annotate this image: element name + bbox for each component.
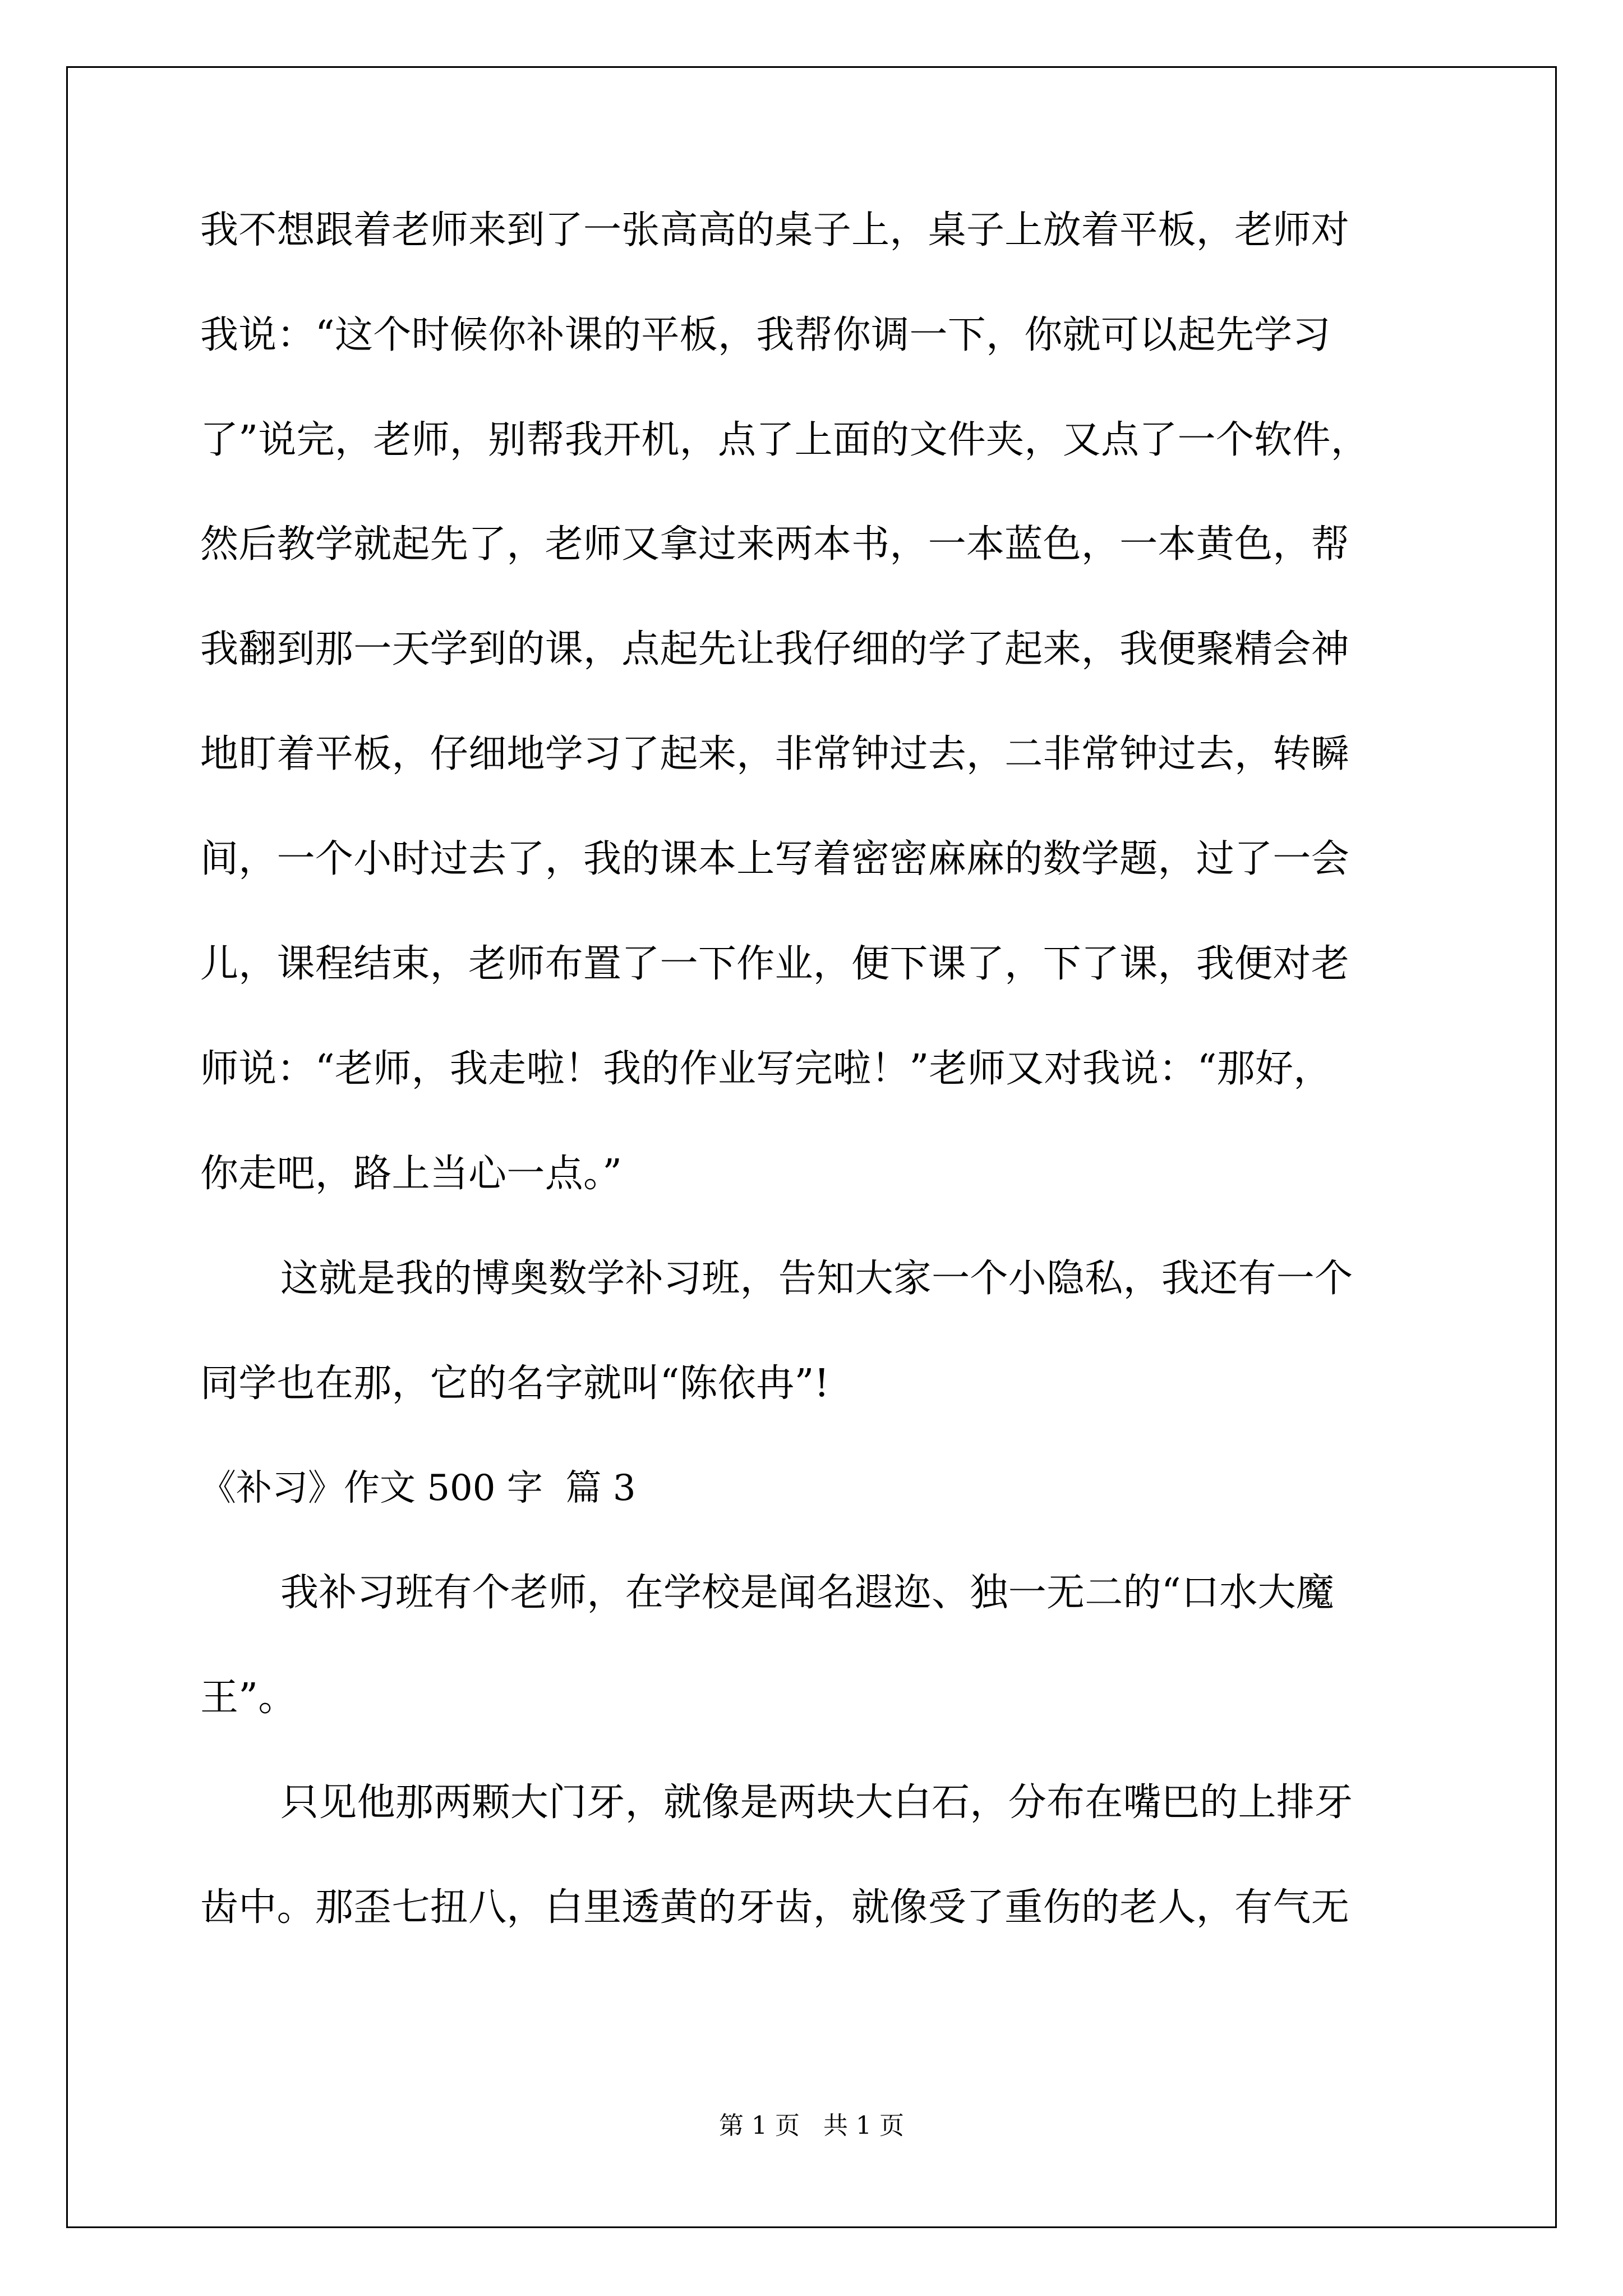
body-line: 我说：“这个时候你补课的平板，我帮你调一下，你就可以起先学习 <box>200 313 1331 357</box>
body-line: 地盯着平板，仔细地学习了起来，非常钟过去，二非常钟过去，转瞬 <box>200 732 1350 776</box>
body-line: 王”。 <box>200 1676 297 1720</box>
body-line: 然后教学就起先了，老师又拿过来两本书，一本蓝色，一本黄色，帮 <box>200 522 1350 567</box>
body-line: 同学也在那，它的名字就叫“陈依冉”! <box>200 1361 830 1406</box>
paragraph-first-line: 这就是我的博奥数学补习班，告知大家一个小隐私，我还有一个 <box>280 1257 1353 1301</box>
body-line: 齿中。那歪七扭八，白里透黄的牙齿，就像受了重伤的老人，有气无 <box>200 1885 1350 1930</box>
page-number-footer: 第 1 页 共 1 页 <box>719 2111 904 2140</box>
body-line: 了”说完，老师，别帮我开机，点了上面的文件夹，又点了一个软件， <box>200 418 1370 462</box>
body-line: 我不想跟着老师来到了一张高高的桌子上，桌子上放着平板，老师对 <box>200 208 1350 252</box>
section-heading: 《补习》作文 500 字 篇 3 <box>200 1467 636 1509</box>
paragraph-first-line: 只见他那两颗大门牙，就像是两块大白石，分布在嘴巴的上排牙 <box>280 1780 1353 1825</box>
paragraph-first-line: 我补习班有个老师，在学校是闻名遐迩、独一无二的“口水大魔 <box>280 1571 1335 1615</box>
body-line: 你走吧，路上当心一点。” <box>200 1152 623 1196</box>
body-line: 儿，课程结束，老师布置了一下作业，便下课了，下了课，我便对老 <box>200 942 1350 986</box>
body-line: 我翻到那一天学到的课，点起先让我仔细的学了起来，我便聚精会神 <box>200 627 1350 671</box>
body-line: 间，一个小时过去了，我的课本上写着密密麻麻的数学题，过了一会 <box>200 837 1350 881</box>
body-line: 师说：“老师，我走啦！我的作业写完啦！”老师又对我说：“那好， <box>200 1047 1332 1091</box>
